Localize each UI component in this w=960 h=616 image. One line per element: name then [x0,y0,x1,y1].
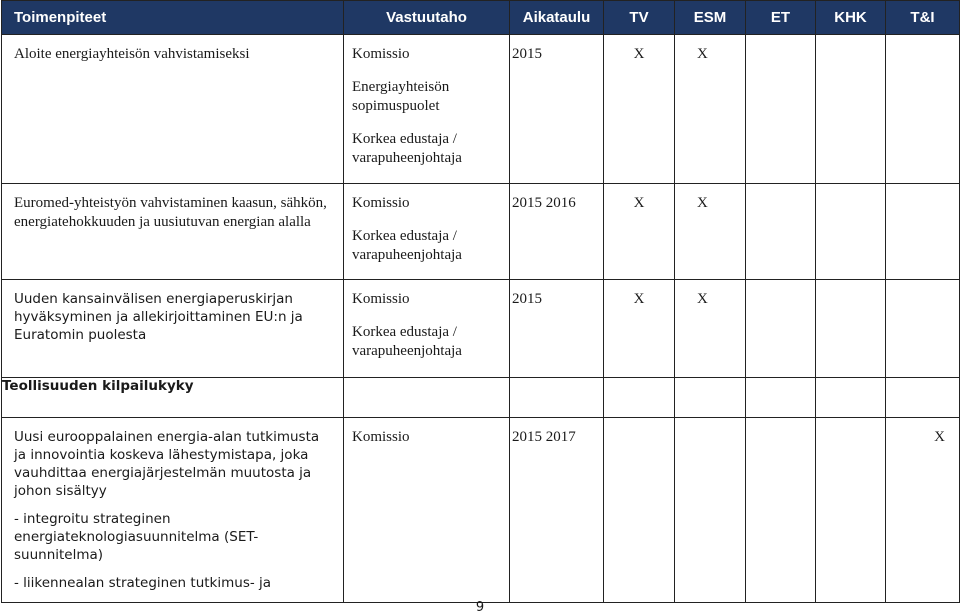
table-row [2,280,960,378]
action-cell: Aloite energiayhteisön vahvistamiseksi [2,35,344,184]
ti-mark [886,280,960,378]
schedule-cell: 2015 2017 [510,418,604,603]
khk-mark [816,418,886,603]
responsible-cell [344,184,510,280]
section-empty-cell [510,378,604,418]
action-paragraph: - integroitu strateginen energiateknologiasuunnitelma (SET-suunnitelma) [14,511,259,563]
section-empty-cell [344,378,510,418]
responsible-line: Komissio [352,46,410,62]
table-row [2,35,960,184]
et-mark [746,280,816,378]
measures-table [1,0,960,603]
action-paragraph: - liikennealan strateginen tutkimus- ja [14,575,272,591]
action-cell: Euromed-yhteistyön vahvistaminen kaasun, sähkön, energiatehokkuuden ja uusiutuvan energian alalla [2,184,344,280]
section-empty-cell [886,378,960,418]
header-tv: TV [604,1,675,35]
table-row [2,418,960,603]
header-et: ET [746,1,816,35]
section-empty-cell [746,378,816,418]
esm-mark: X [675,184,746,280]
header-vastuutaho: Vastuutaho [344,1,510,35]
responsible-cell: Komissio [344,418,510,603]
action-cell [2,418,344,603]
table-row [2,184,960,280]
section-empty-cell [675,378,746,418]
tv-mark: X [604,280,675,378]
khk-mark [816,280,886,378]
esm-mark: X [675,35,746,184]
esm-mark: X [675,280,746,378]
responsible-line: Korkea edustaja / varapuheenjohtaja [352,228,462,263]
khk-mark [816,184,886,280]
action-cell: Uuden kansainvälisen energiaperuskirjan hyväksyminen ja allekirjoittaminen EU:n ja Euratomin puolesta [2,280,344,378]
header-aikataulu: Aikataulu [510,1,604,35]
responsible-line: Korkea edustaja / varapuheenjohtaja [352,131,462,166]
header-khk: KHK [816,1,886,35]
action-paragraph: Uusi eurooppalainen energia-alan tutkimusta ja innovointia koskeva lähestymistapa, joka vauhdittaa energiajärjestelmän muutosta ja johon sisältyy [14,429,320,499]
ti-mark [886,184,960,280]
ti-mark: X [886,418,960,603]
responsible-cell [344,280,510,378]
header-esm: ESM [675,1,746,35]
et-mark [746,35,816,184]
responsible-line: Energiayhteisön sopimuspuolet [352,79,450,114]
et-mark [746,418,816,603]
schedule-cell: 2015 2016 [510,184,604,280]
header-row [2,1,960,35]
tv-mark [604,418,675,603]
section-empty-cell [604,378,675,418]
responsible-line: Korkea edustaja / varapuheenjohtaja [352,324,462,359]
esm-mark [675,418,746,603]
schedule-cell: 2015 [510,35,604,184]
responsible-line: Komissio [352,195,410,211]
tv-mark: X [604,184,675,280]
tv-mark: X [604,35,675,184]
header-toimenpiteet: Toimenpiteet [2,1,344,35]
page-number: 9 [475,600,485,615]
schedule-cell: 2015 [510,280,604,378]
khk-mark [816,35,886,184]
et-mark [746,184,816,280]
ti-mark [886,35,960,184]
responsible-cell [344,35,510,184]
responsible-line: Komissio [352,291,410,307]
section-empty-cell [816,378,886,418]
section-row [2,378,960,418]
section-title: Teollisuuden kilpailukyky [2,378,344,418]
header-ti: T&I [886,1,960,35]
